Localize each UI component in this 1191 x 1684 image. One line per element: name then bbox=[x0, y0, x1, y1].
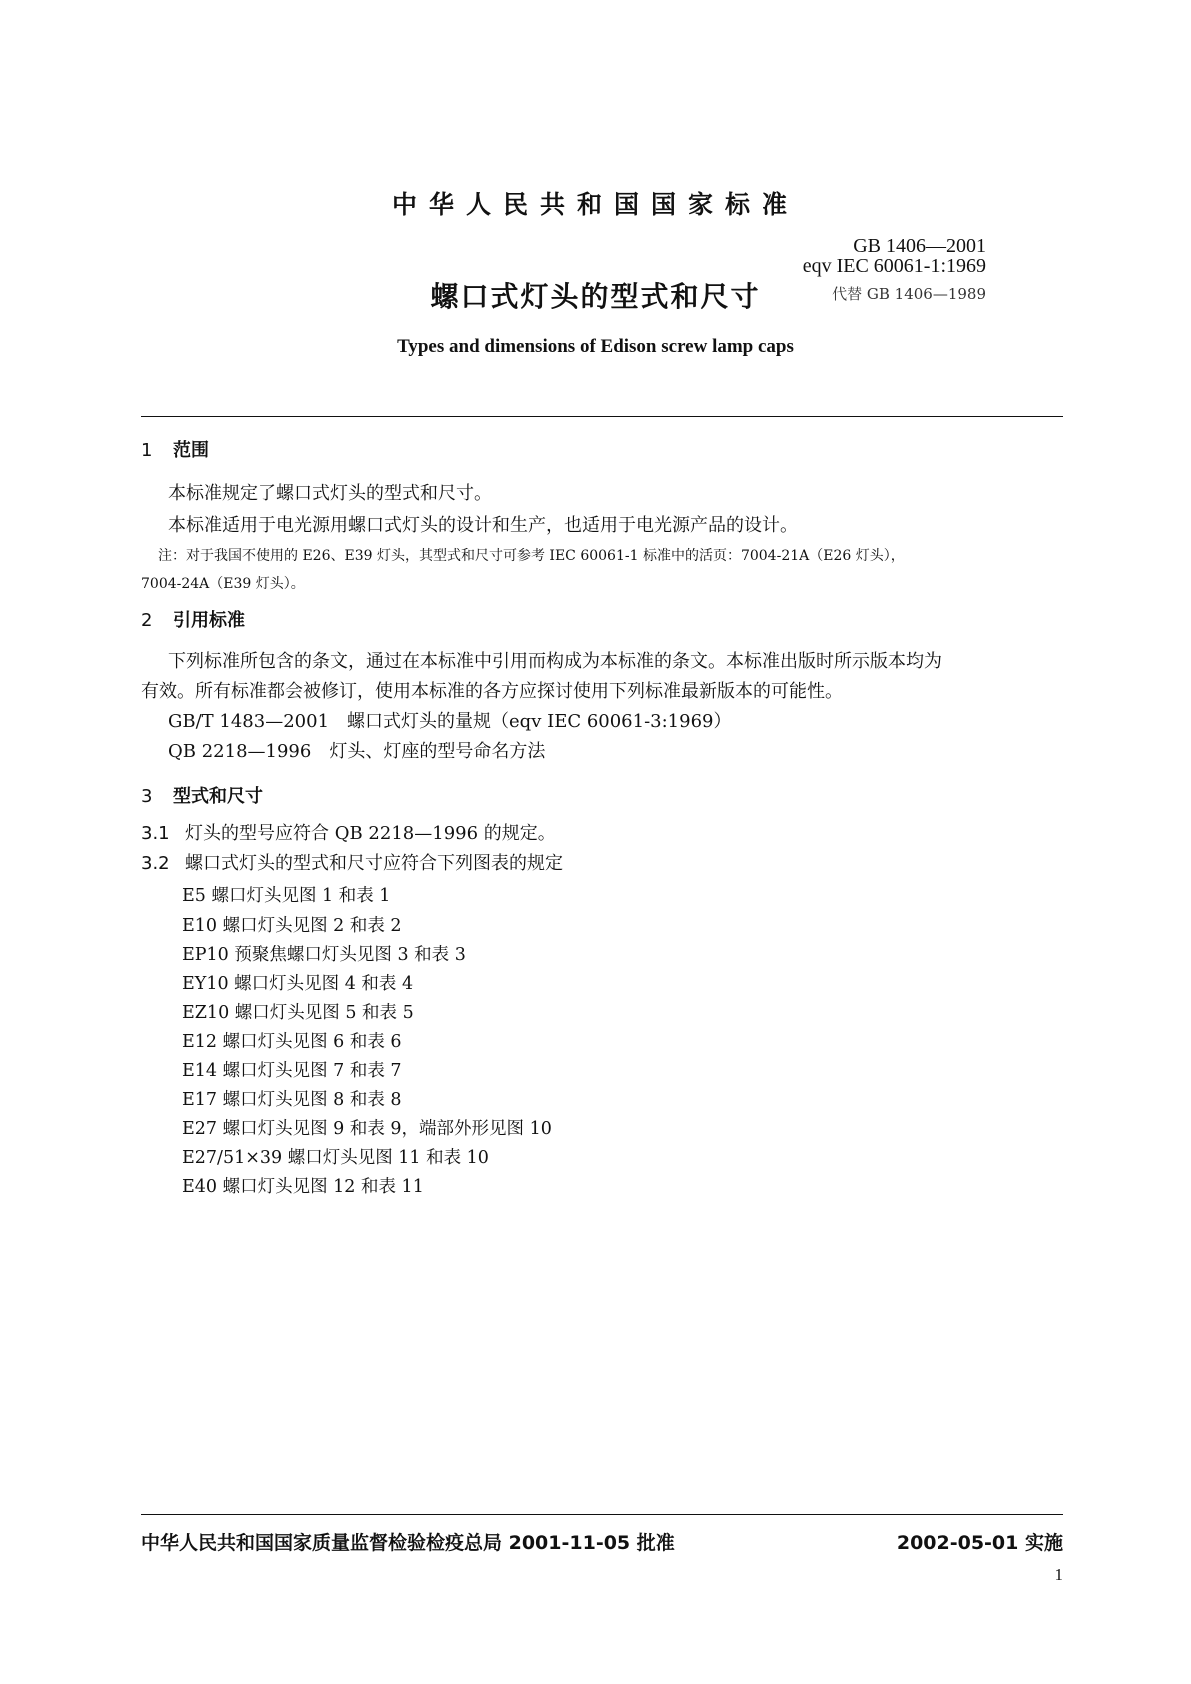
subsection-text: 灯头的型号应符合 QB 2218—1996 的规定。 bbox=[185, 823, 556, 844]
paragraph: 本标准规定了螺口式灯头的型式和尺寸。 bbox=[168, 483, 492, 504]
list-item: E40 螺口灯头见图 12 和表 11 bbox=[182, 1177, 424, 1197]
reference-item: GB/T 1483—2001 螺口式灯头的量规（eqv IEC 60061-3:1969） bbox=[168, 711, 732, 732]
section-title: 引用标准 bbox=[173, 610, 245, 631]
list-item: E14 螺口灯头见图 7 和表 7 bbox=[182, 1061, 402, 1081]
note-line: 7004-24A（E39 灯头）。 bbox=[141, 576, 305, 592]
document-title-en: Types and dimensions of Edison screw lamp caps bbox=[397, 336, 794, 357]
paragraph: 本标准适用于电光源用螺口式灯头的设计和生产，也适用于电光源产品的设计。 bbox=[168, 515, 798, 536]
section-number: 1 bbox=[141, 440, 153, 461]
section-number: 3 bbox=[141, 786, 153, 807]
reference-item: QB 2218—1996 灯头、灯座的型号命名方法 bbox=[168, 741, 546, 762]
page-number: 1 bbox=[1054, 1565, 1063, 1584]
section-number: 2 bbox=[141, 610, 153, 631]
list-item: E10 螺口灯头见图 2 和表 2 bbox=[182, 916, 402, 936]
standard-number: GB 1406—2001 bbox=[853, 235, 986, 257]
footer-divider bbox=[141, 1514, 1063, 1515]
list-item: EY10 螺口灯头见图 4 和表 4 bbox=[182, 974, 414, 994]
section-heading-types bbox=[141, 782, 263, 808]
paragraph: 有效。所有标准都会被修订，使用本标准的各方应探讨使用下列标准最新版本的可能性。 bbox=[141, 681, 843, 702]
section-heading-references bbox=[141, 606, 245, 632]
list-item: E17 螺口灯头见图 8 和表 8 bbox=[182, 1090, 402, 1110]
list-item: E27/51×39 螺口灯头见图 11 和表 10 bbox=[182, 1148, 489, 1168]
document-title-cn: 螺口式灯头的型式和尺寸 bbox=[430, 280, 761, 313]
header-divider bbox=[141, 416, 1063, 417]
list-item: EP10 预聚焦螺口灯头见图 3 和表 3 bbox=[182, 945, 466, 965]
section-title: 型式和尺寸 bbox=[173, 786, 263, 807]
section-heading-scope bbox=[141, 436, 209, 462]
standard-replaces: 代替 GB 1406—1989 bbox=[832, 285, 986, 303]
note-line: 注：对于我国不使用的 E26、E39 灯头，其型式和尺寸可参考 IEC 60061-1 标准中的活页：7004-21A（E26 灯头）， bbox=[158, 548, 905, 564]
subsection-number: 3.2 bbox=[141, 853, 170, 874]
list-item: EZ10 螺口灯头见图 5 和表 5 bbox=[182, 1003, 414, 1023]
list-item: E27 螺口灯头见图 9 和表 9，端部外形见图 10 bbox=[182, 1119, 552, 1139]
list-item: E12 螺口灯头见图 6 和表 6 bbox=[182, 1032, 402, 1052]
approval-issuer: 中华人民共和国国家质量监督检验检疫总局 2001-11-05 批准 bbox=[141, 1532, 675, 1554]
section-title: 范围 bbox=[173, 440, 209, 461]
list-item: E5 螺口灯头见图 1 和表 1 bbox=[182, 886, 391, 906]
paragraph: 下列标准所包含的条文，通过在本标准中引用而构成为本标准的条文。本标准出版时所示版本均为 bbox=[168, 651, 942, 672]
implementation-date: 2002-05-01 实施 bbox=[896, 1532, 1063, 1554]
subsection-text: 螺口式灯头的型式和尺寸应符合下列图表的规定 bbox=[185, 853, 563, 874]
subsection-number: 3.1 bbox=[141, 823, 170, 844]
standard-equivalence: eqv IEC 60061-1:1969 bbox=[802, 255, 986, 277]
subsection-3-2 bbox=[141, 848, 563, 880]
national-standard-header: 中华人民共和国国家标准 bbox=[391, 190, 799, 219]
subsection-3-1 bbox=[141, 818, 556, 850]
